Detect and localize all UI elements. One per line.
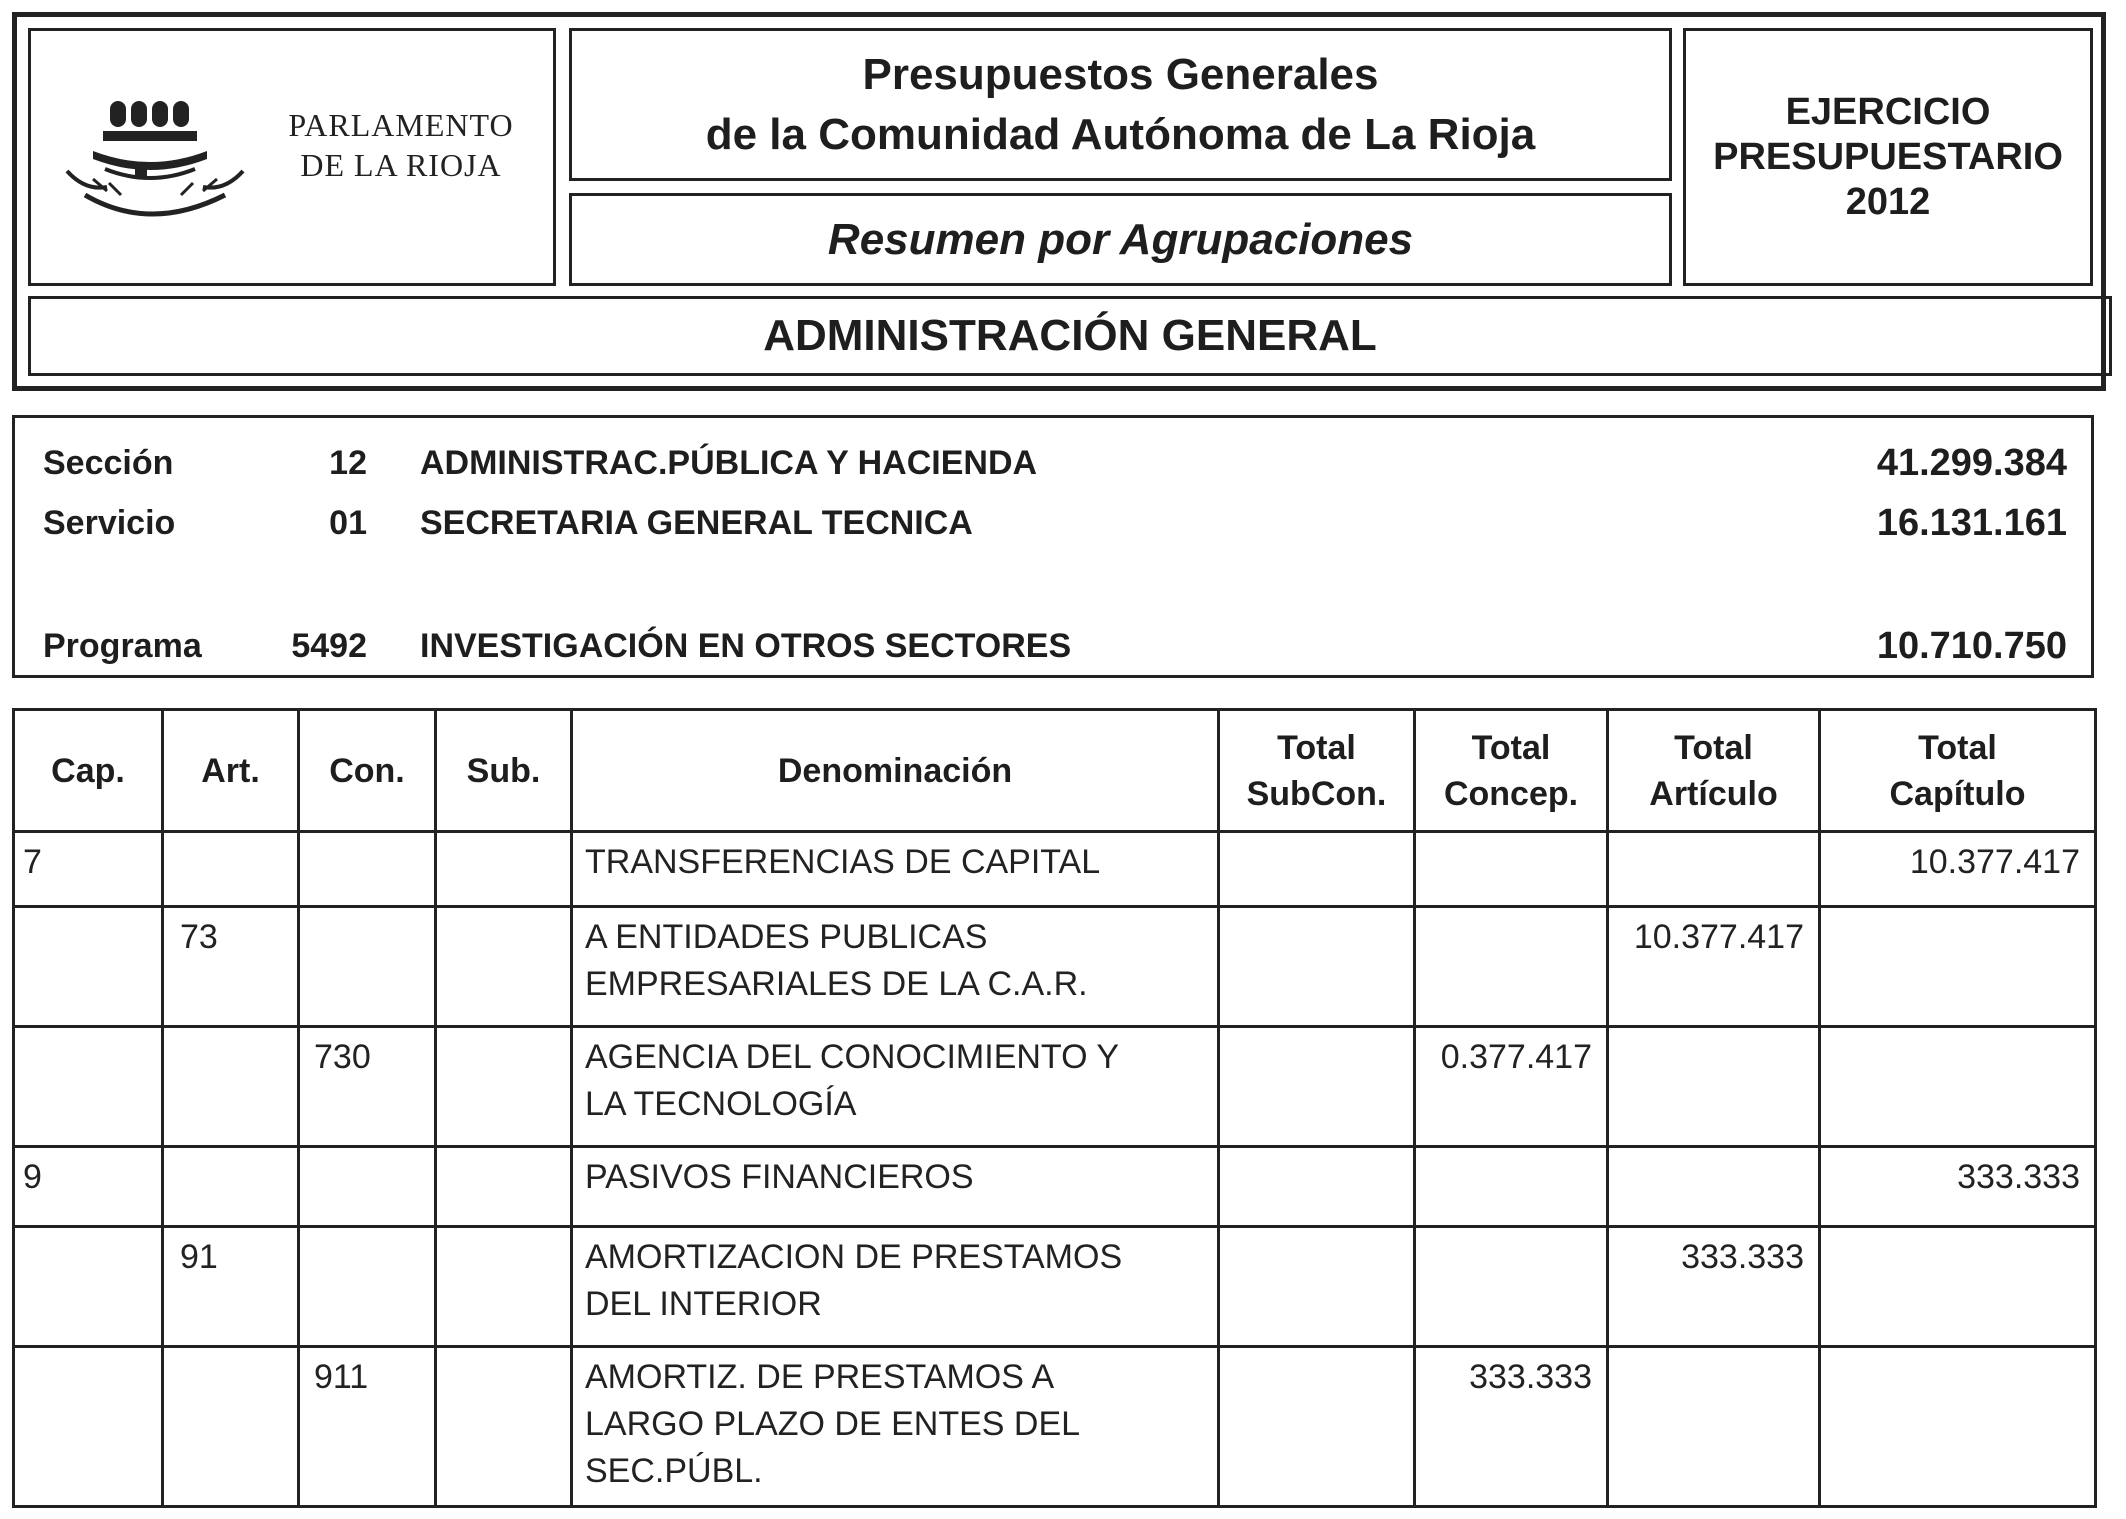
fiscal-year-panel bbox=[1683, 28, 2093, 286]
denominacion-cell bbox=[572, 832, 1219, 907]
total-subcon-cell bbox=[1219, 1227, 1415, 1347]
total-articulo-cell: 333.333 bbox=[1608, 1227, 1820, 1347]
column-header-art: Art. bbox=[163, 710, 299, 832]
table-row bbox=[14, 1347, 2096, 1507]
total-subcon-cell bbox=[1219, 1147, 1415, 1227]
denominacion-line: DEL INTERIOR bbox=[585, 1285, 822, 1323]
agrupacion-title: ADMINISTRACIÓN GENERAL bbox=[763, 311, 1377, 360]
denominacion-line: TRANSFERENCIAS DE CAPITAL bbox=[585, 843, 1101, 881]
servicio-amount: 16.131.161 bbox=[1876, 502, 2067, 544]
total-concep-cell bbox=[1415, 1227, 1608, 1347]
total-subcon-cell bbox=[1219, 1027, 1415, 1147]
servicio-name: SECRETARIA GENERAL TECNICA bbox=[420, 504, 973, 542]
seccion-name: ADMINISTRAC.PÚBLICA Y HACIENDA bbox=[420, 444, 1038, 482]
art-cell: 91 bbox=[163, 1227, 299, 1347]
total-subcon-cell bbox=[1219, 1347, 1415, 1507]
table-header-row bbox=[14, 710, 2096, 832]
denominacion-line: AMORTIZACION DE PRESTAMOS bbox=[585, 1238, 1123, 1276]
art-cell bbox=[163, 832, 299, 907]
cap-cell bbox=[14, 1347, 163, 1507]
fiscal-year-line: PRESUPUESTARIO bbox=[1713, 135, 2063, 178]
art-cell bbox=[163, 1347, 299, 1507]
total-articulo-cell bbox=[1608, 1347, 1820, 1507]
cap-cell: 7 bbox=[14, 832, 163, 907]
fiscal-year-value: 2012 bbox=[1845, 180, 1931, 223]
denominacion-line: AGENCIA DEL CONOCIMIENTO Y bbox=[585, 1038, 1120, 1076]
header-line: Total bbox=[1277, 728, 1356, 767]
seccion-amount: 41.299.384 bbox=[1876, 442, 2067, 484]
con-cell bbox=[299, 832, 436, 907]
denominacion-line: LARGO PLAZO DE ENTES DEL bbox=[585, 1405, 1081, 1443]
seccion-label: Sección bbox=[43, 444, 174, 482]
denominacion-cell bbox=[572, 907, 1219, 1027]
denominacion-line: PASIVOS FINANCIEROS bbox=[585, 1158, 974, 1196]
column-header-total-articulo bbox=[1608, 710, 1820, 832]
budget-title-line: de la Comunidad Autónoma de La Rioja bbox=[705, 109, 1536, 159]
con-cell bbox=[299, 907, 436, 1027]
header-line: Total bbox=[1674, 728, 1753, 767]
total-capitulo-cell bbox=[1820, 1347, 2096, 1507]
sub-cell bbox=[436, 832, 572, 907]
denominacion-cell bbox=[572, 1227, 1219, 1347]
table-body bbox=[14, 832, 2096, 1507]
total-articulo-cell bbox=[1608, 1147, 1820, 1227]
parliament-name bbox=[256, 105, 546, 185]
column-header-denominacion: Denominación bbox=[572, 710, 1219, 832]
budget-title-panel bbox=[569, 28, 1672, 181]
servicio-row bbox=[15, 498, 2091, 548]
parliament-name-line: DE LA RIOJA bbox=[300, 147, 502, 183]
total-capitulo-cell bbox=[1820, 907, 2096, 1027]
con-cell bbox=[299, 1227, 436, 1347]
total-articulo-cell: 10.377.417 bbox=[1608, 907, 1820, 1027]
total-concep-cell: 0.377.417 bbox=[1415, 1027, 1608, 1147]
sub-cell bbox=[436, 1227, 572, 1347]
denominacion-cell bbox=[572, 1147, 1219, 1227]
column-header-con: Con. bbox=[299, 710, 436, 832]
program-info-box bbox=[12, 415, 2094, 678]
table-row bbox=[14, 1147, 2096, 1227]
cap-cell: 9 bbox=[14, 1147, 163, 1227]
table-row bbox=[14, 1227, 2096, 1347]
table-row bbox=[14, 1027, 2096, 1147]
cap-cell bbox=[14, 907, 163, 1027]
con-cell bbox=[299, 1147, 436, 1227]
total-capitulo-cell bbox=[1820, 1227, 2096, 1347]
column-header-total-concep bbox=[1415, 710, 1608, 832]
total-concep-cell bbox=[1415, 1147, 1608, 1227]
column-header-cap: Cap. bbox=[14, 710, 163, 832]
seccion-code: 12 bbox=[329, 444, 367, 482]
denominacion-line: EMPRESARIALES DE LA C.A.R. bbox=[585, 965, 1088, 1003]
con-cell: 911 bbox=[299, 1347, 436, 1507]
art-cell: 73 bbox=[163, 907, 299, 1027]
denominacion-line: AMORTIZ. DE PRESTAMOS A bbox=[585, 1358, 1055, 1396]
total-capitulo-cell bbox=[1820, 1027, 2096, 1147]
denominacion-line: A ENTIDADES PUBLICAS bbox=[585, 918, 988, 956]
art-cell bbox=[163, 1027, 299, 1147]
programa-amount: 10.710.750 bbox=[1876, 625, 2067, 667]
agrupacion-panel bbox=[28, 296, 2112, 376]
denominacion-line: SEC.PÚBL. bbox=[585, 1452, 763, 1490]
total-subcon-cell bbox=[1219, 832, 1415, 907]
con-cell: 730 bbox=[299, 1027, 436, 1147]
report-subtitle: Resumen por Agrupaciones bbox=[827, 214, 1414, 264]
total-articulo-cell bbox=[1608, 1027, 1820, 1147]
column-header-total-subcon bbox=[1219, 710, 1415, 832]
denominacion-cell bbox=[572, 1027, 1219, 1147]
programa-label: Programa bbox=[43, 627, 202, 665]
total-subcon-cell bbox=[1219, 907, 1415, 1027]
table-row bbox=[14, 907, 2096, 1027]
programa-code: 5492 bbox=[291, 627, 367, 665]
table-row bbox=[14, 832, 2096, 907]
total-concep-cell bbox=[1415, 832, 1608, 907]
budget-title-line: Presupuestos Generales bbox=[862, 49, 1379, 99]
servicio-label: Servicio bbox=[43, 504, 176, 542]
budget-table bbox=[12, 708, 2097, 1508]
art-cell bbox=[163, 1147, 299, 1227]
total-concep-cell bbox=[1415, 907, 1608, 1027]
header-line: Concep. bbox=[1443, 774, 1579, 813]
column-header-sub: Sub. bbox=[436, 710, 572, 832]
total-capitulo-cell: 10.377.417 bbox=[1820, 832, 2096, 907]
sub-cell bbox=[436, 1147, 572, 1227]
sub-cell bbox=[436, 907, 572, 1027]
total-capitulo-cell: 333.333 bbox=[1820, 1147, 2096, 1227]
cap-cell bbox=[14, 1227, 163, 1347]
programa-row bbox=[15, 621, 2091, 671]
header-line: Total bbox=[1918, 728, 1997, 767]
fiscal-year-line: EJERCICIO bbox=[1785, 90, 1991, 133]
cap-cell bbox=[14, 1027, 163, 1147]
header-line: Artículo bbox=[1649, 774, 1778, 813]
parliament-name-line: PARLAMENTO bbox=[288, 107, 514, 143]
programa-name: INVESTIGACIÓN EN OTROS SECTORES bbox=[420, 627, 1072, 665]
header-line: Capítulo bbox=[1889, 774, 2026, 813]
total-concep-cell: 333.333 bbox=[1415, 1347, 1608, 1507]
denominacion-line: LA TECNOLOGÍA bbox=[585, 1085, 857, 1123]
header-line: SubCon. bbox=[1246, 774, 1387, 813]
parliament-logo-panel bbox=[28, 28, 556, 286]
servicio-code: 01 bbox=[329, 504, 367, 542]
column-header-total-capitulo bbox=[1820, 710, 2096, 832]
header-line: Total bbox=[1471, 728, 1551, 767]
sub-cell bbox=[436, 1347, 572, 1507]
subtitle-panel bbox=[569, 193, 1672, 286]
total-articulo-cell bbox=[1608, 832, 1820, 907]
seccion-row bbox=[15, 438, 2091, 488]
parliament-emblem-icon bbox=[65, 83, 265, 233]
denominacion-cell bbox=[572, 1347, 1219, 1507]
sub-cell bbox=[436, 1027, 572, 1147]
